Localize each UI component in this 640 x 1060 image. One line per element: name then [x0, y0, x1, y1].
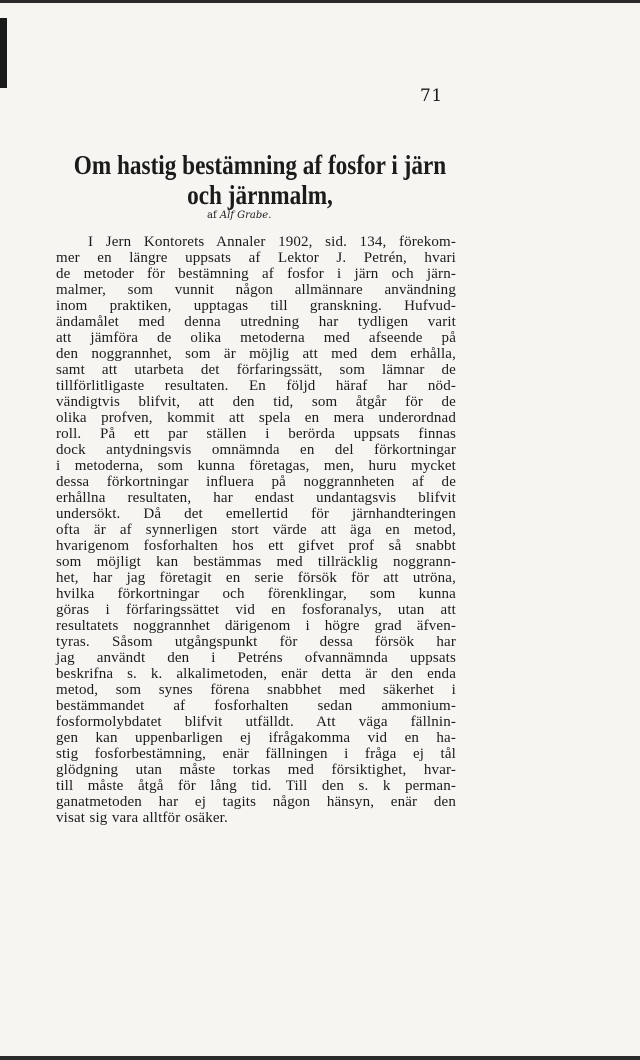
- body-line: tillförlitligaste resultaten. En följd häraf har nöd-: [56, 378, 456, 394]
- body-line: de metoder för bestämning af fosfor i järn och järn-: [56, 266, 456, 282]
- byline: [207, 210, 271, 221]
- body-line: inom praktiken, upptagas till granskning. Hufvud-: [56, 298, 456, 314]
- body-line: hvarigenom fosforhalten hos ett gifvet prof så snabbt: [56, 538, 456, 554]
- body-line: olika profven, kommit att spela en mera underordnad: [56, 410, 456, 426]
- body-line: bestämmandet af fosforhalten sedan ammonium-: [56, 698, 456, 714]
- body-line: I Jern Kontorets Annaler 1902, sid. 134, förekom-: [88, 234, 456, 250]
- body-line: tyras. Såsom utgångspunkt för dessa försök har: [56, 634, 456, 650]
- body-line: ofta är af synnerligen stort värde att äga en metod,: [56, 522, 456, 538]
- body-line: vändigtvis blifvit, att den tid, som åtgår för de: [56, 394, 456, 410]
- scan-edge-bottom: [0, 1056, 640, 1060]
- body-line: att jämföra de olika metoderna med afseende på: [56, 330, 456, 346]
- body-line: samt att utarbeta det förfaringssätt, som lämnar de: [56, 362, 456, 378]
- body-line: jag användt den i Petréns ofvannämnda uppsats: [56, 650, 456, 666]
- body-line: den noggrannhet, som är möjlig att med dem erhålla,: [56, 346, 456, 362]
- scan-edge-top: [0, 0, 640, 3]
- scan-edge-left: [0, 18, 7, 88]
- body-line: i metoderna, som kunna företagas, men, huru mycket: [56, 458, 456, 474]
- byline-author: Alf Grabe.: [219, 210, 272, 221]
- page-number: 71: [420, 86, 443, 106]
- body-line: hvilka förkortningar och förenklingar, som kunna: [56, 586, 456, 602]
- body-line: beskrifna s. k. alkalimetoden, enär detta är den enda: [56, 666, 456, 682]
- body-line: ganatmetoden har ej tagits någon hänsyn, enär den: [56, 794, 456, 810]
- title-line: Om hastig bestämning af fosfor i järn: [73, 150, 447, 180]
- body-line: dessa förkortningar influera på noggrannheten af de: [56, 474, 456, 490]
- body-line: göras i förfaringssättet vid en fosforanalys, utan att: [56, 602, 456, 618]
- body-line: mer en längre uppsats af Lektor J. Petrén, hvari: [56, 250, 456, 266]
- title-line: och järnmalm,: [187, 180, 333, 210]
- body-line: fosformolybdatet blifvit utfälldt. Att väga fällnin-: [56, 714, 456, 730]
- body-line: roll. På ett par ställen i berörda uppsats finnas: [56, 426, 456, 442]
- body-line: het, har jag företagit en serie försök för att utröna,: [56, 570, 456, 586]
- body-line: resultatets noggrannhet därigenom i högre grad äfven-: [56, 618, 456, 634]
- body-line: som möjligt kan bestämmas med tillräcklig noggrann-: [56, 554, 456, 570]
- body-line: ändamålet med denna utredning har tydligen varit: [56, 314, 456, 330]
- body-line: stig fosforbestämning, enär fällningen i fråga ej tål: [56, 746, 456, 762]
- body-line: malmer, som vunnit någon allmännare användning: [56, 282, 456, 298]
- byline-prefix: af: [207, 210, 217, 221]
- body-line: visat sig vara alltför osäker.: [56, 810, 228, 826]
- body-line: erhållna resultaten, har endast undantagsvis blifvit: [56, 490, 456, 506]
- body-line: metod, som synes förena snabbhet med säkerhet i: [56, 682, 456, 698]
- body-line: glödgning utan måste torkas med försiktighet, hvar-: [56, 762, 456, 778]
- body-line: dock antydningsvis omnämnda en del förkortningar: [56, 442, 456, 458]
- body-line: undersökt. Då det emellertid för järnhandteringen: [56, 506, 456, 522]
- body-line: till måste åtgå för lång tid. Till den s. k perman-: [56, 778, 456, 794]
- body-line: gen kan uppenbarligen ej ifrågakomma vid en ha-: [56, 730, 456, 746]
- article-body: [56, 234, 456, 826]
- article-title: [71, 150, 449, 210]
